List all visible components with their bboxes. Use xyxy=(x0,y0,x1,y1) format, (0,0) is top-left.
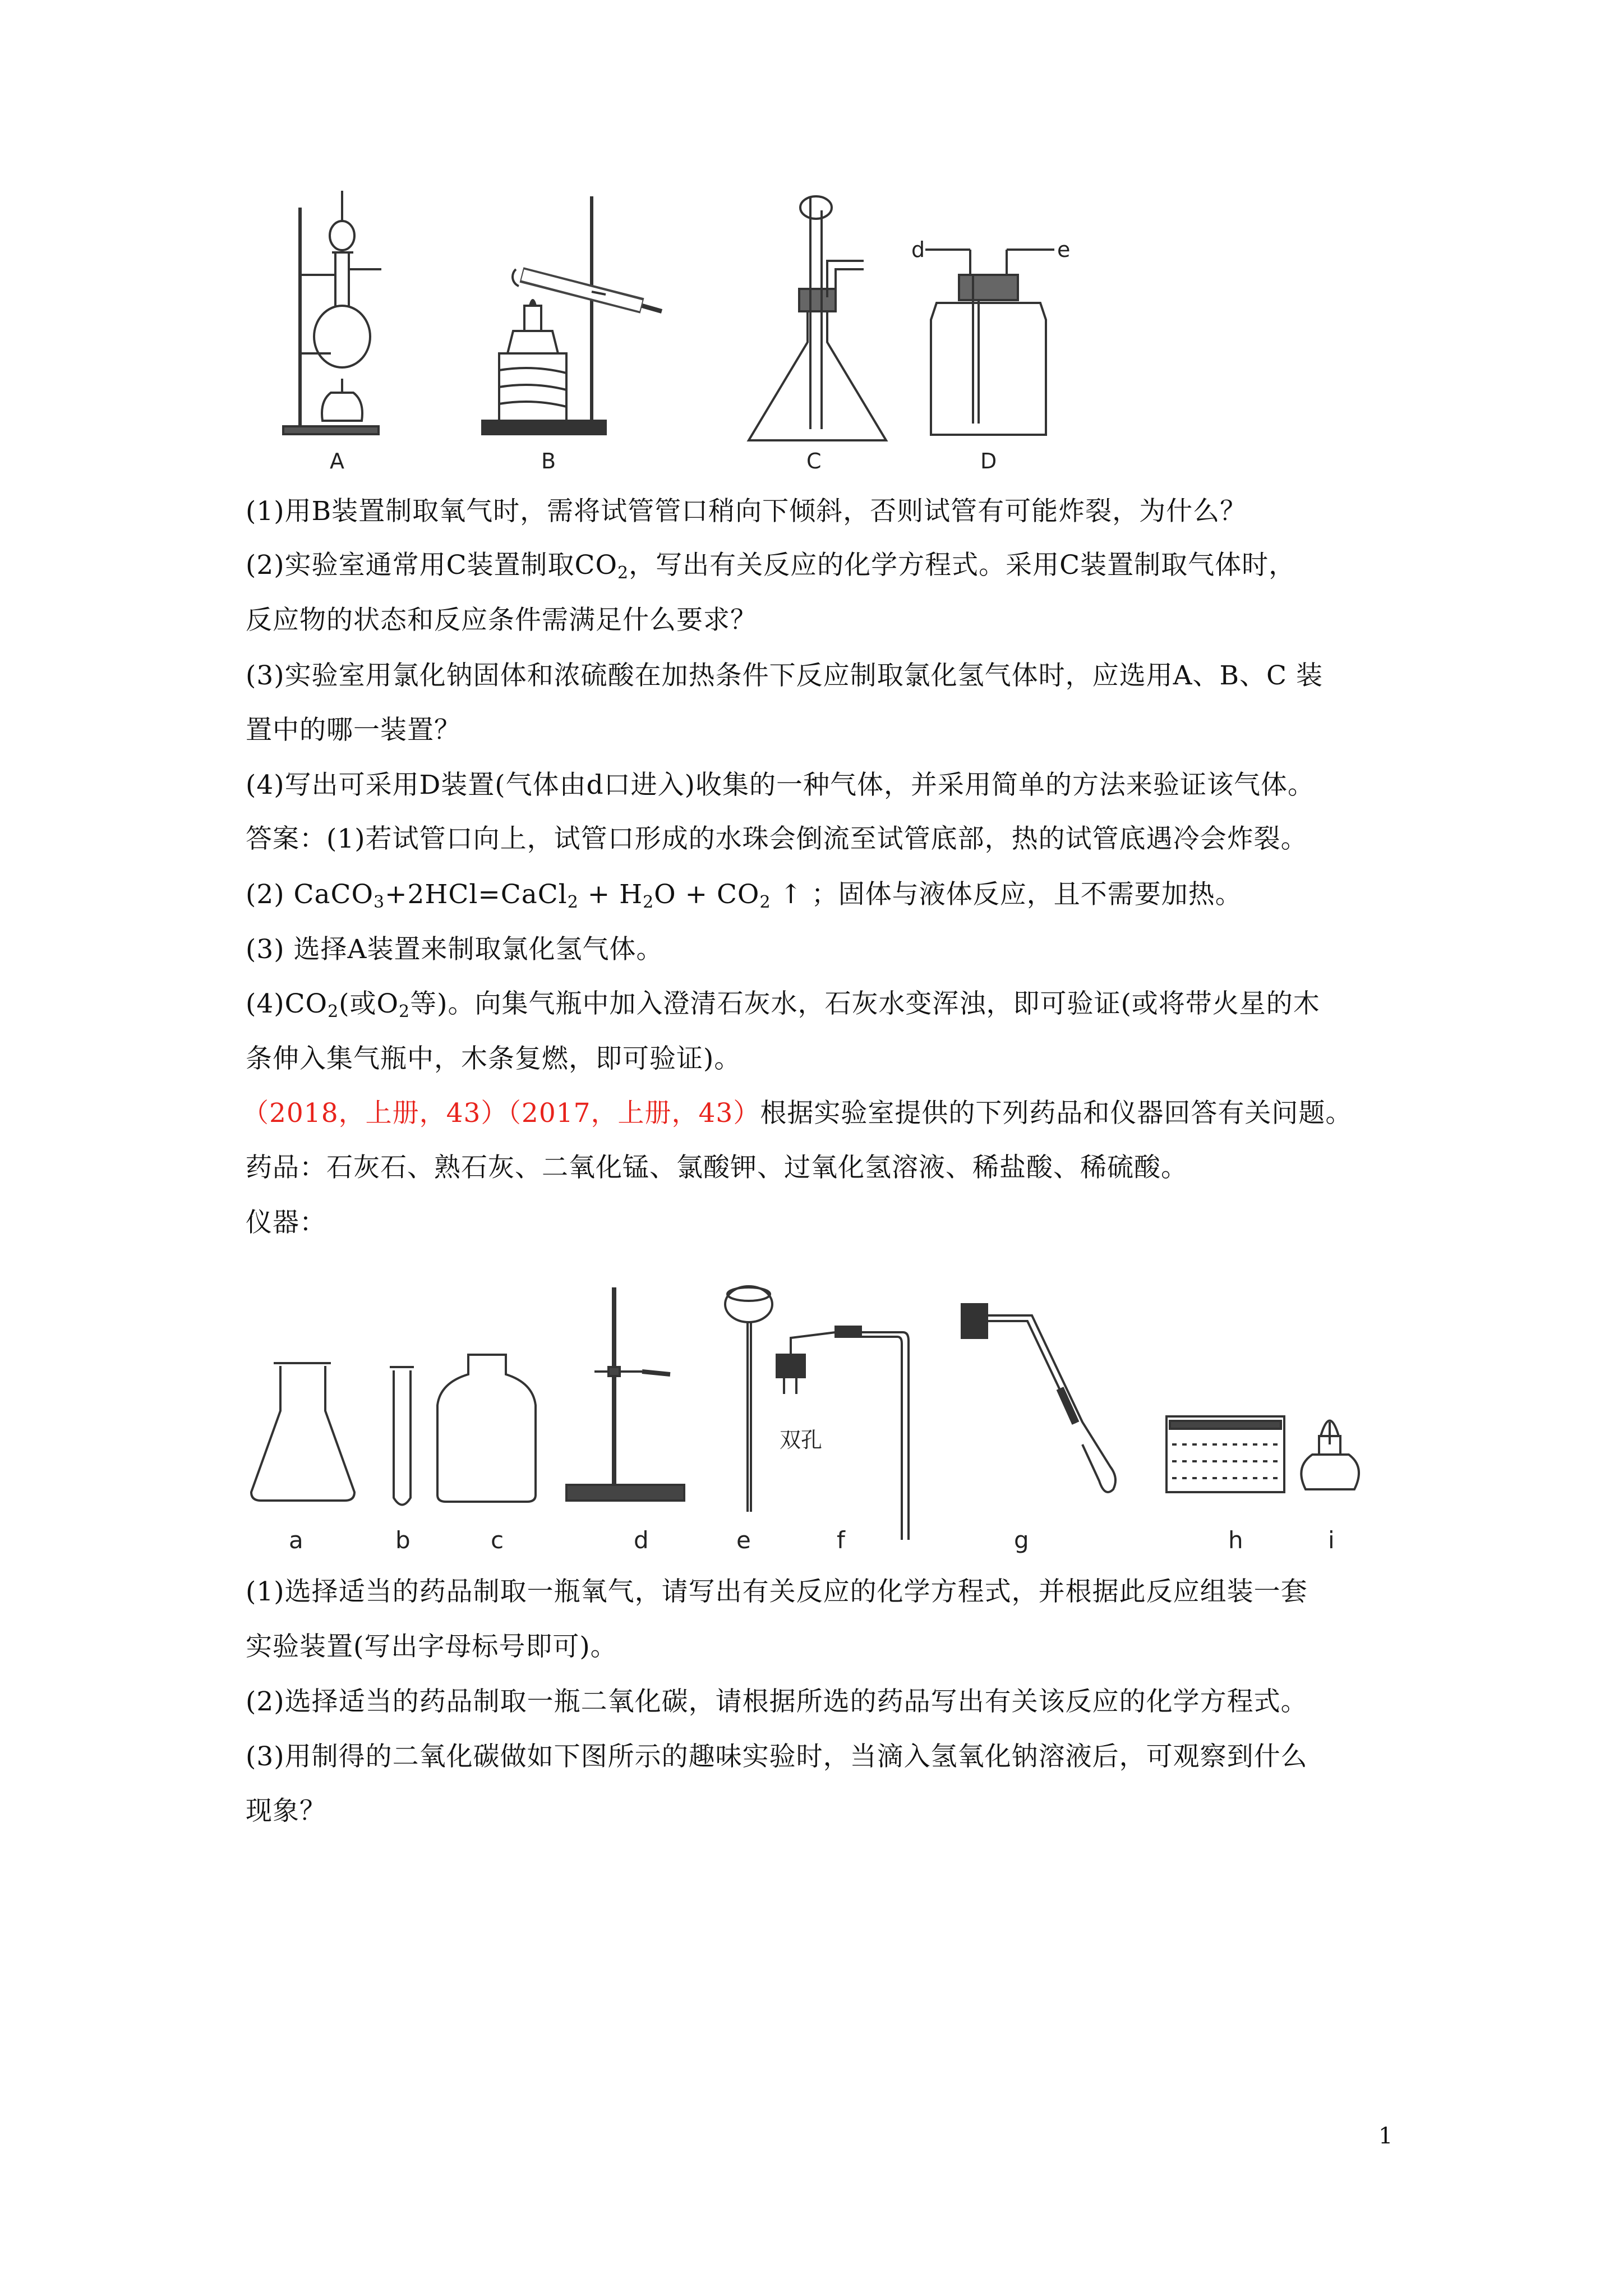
a2-1: 3 xyxy=(374,892,385,912)
a4-2: (或O xyxy=(339,988,399,1019)
question-2-stem-text: 根据实验室提供的下列药品和仪器回答有关问题。 xyxy=(760,1098,1353,1129)
port-label-d: d xyxy=(911,237,925,262)
q1-2b: ，写出有关反应的化学方程式。采用C装置制取气体时， xyxy=(629,550,1296,581)
question-2-part-3: (3)用制得的二氧化碳做如下图所示的趣味实验时，当滴入氢氧化钠溶液后，可观察到什么 xyxy=(246,1741,1308,1772)
question-2-part-3-cont: 现象？ xyxy=(246,1796,326,1826)
answer-3: (3) 选择A装置来制取氯化氢气体。 xyxy=(246,934,663,965)
drug-list: 药品：石灰石、熟石灰、二氧化锰、氯酸钾、过氧化氢溶液、稀盐酸、稀硫酸。 xyxy=(246,1152,1188,1183)
alcohol-lamp-i xyxy=(1301,1421,1359,1490)
a2-3: 2 xyxy=(567,892,579,912)
water-trough-h xyxy=(1166,1416,1284,1492)
question-2-part-1-cont: 实验装置(写出字母标号即可)。 xyxy=(246,1631,617,1662)
label-h: h xyxy=(1228,1526,1243,1554)
question-1-part-3-cont: 置中的哪一装置？ xyxy=(246,715,461,746)
page-number: 1 xyxy=(1378,2123,1393,2149)
a2-0: (2) CaCO xyxy=(246,879,374,910)
a2-4: + H xyxy=(578,879,643,910)
label-b: b xyxy=(395,1526,411,1554)
answer-4 xyxy=(246,987,1320,1021)
apparatus-B xyxy=(482,196,662,434)
test-tube-b xyxy=(390,1367,414,1505)
conical-flask-a xyxy=(251,1363,354,1501)
q1-2a: (2)实验室通常用C装置制取CO xyxy=(246,550,618,581)
a2-8: ↑ ；固体与液体反应，且不需要加热。 xyxy=(771,879,1242,910)
instrument-heading: 仪器： xyxy=(246,1207,326,1238)
label-A: A xyxy=(330,449,344,473)
question-2-stem xyxy=(242,1097,1352,1130)
a4-4: 等)。向集气瓶中加入澄清石灰水，石灰水变浑浊，即可验证(或将带火星的木 xyxy=(410,988,1320,1019)
a4-0: (4)CO xyxy=(246,988,328,1019)
question-2-part-1: (1)选择适当的药品制取一瓶氧气，请写出有关反应的化学方程式，并根据此反应组装一套 xyxy=(246,1576,1308,1607)
apparatus-C xyxy=(749,196,886,440)
label-D: D xyxy=(980,449,997,473)
gas-jar-c xyxy=(437,1355,536,1502)
port-label-e: e xyxy=(1057,237,1071,262)
answer-2 xyxy=(246,878,1242,912)
a4-1: 2 xyxy=(328,1002,339,1022)
question-source: （2018，上册，43）（2017，上册，43） xyxy=(242,1098,760,1129)
apparatus-A xyxy=(283,191,381,434)
apparatus-figure-1 xyxy=(269,185,1166,477)
a2-5: 2 xyxy=(643,892,654,912)
stopper-tube-g xyxy=(962,1304,1115,1492)
apparatus-D xyxy=(925,250,1054,435)
q1-2-sub: 2 xyxy=(617,563,629,583)
question-1-part-2-cont: 反应物的状态和反应条件需满足什么要求？ xyxy=(246,605,757,636)
label-e: e xyxy=(736,1526,751,1554)
question-2-part-2: (2)选择适当的药品制取一瓶二氧化碳，请根据所选的药品写出有关该反应的化学方程式。 xyxy=(246,1686,1308,1717)
label-f: f xyxy=(837,1526,845,1554)
question-1-part-2 xyxy=(246,549,1295,582)
label-i: i xyxy=(1328,1526,1335,1554)
a2-2: +2HCl=CaCl xyxy=(385,879,568,910)
label-g: g xyxy=(1014,1526,1029,1554)
label-C: C xyxy=(806,449,822,473)
label-B: B xyxy=(541,449,556,473)
question-1-part-3: (3)实验室用氯化钠固体和浓硫酸在加热条件下反应制取氯化氢气体时，应选用A、B、C 装 xyxy=(246,660,1323,691)
label-d: d xyxy=(634,1526,649,1554)
two-hole-label: 双孔 xyxy=(780,1428,823,1452)
question-1-part-1: (1)用B装置制取氧气时，需将试管管口稍向下倾斜，否则试管有可能炸裂，为什么？ xyxy=(246,496,1247,527)
label-c: c xyxy=(491,1526,504,1554)
a2-6: O + CO xyxy=(654,879,760,910)
a2-7: 2 xyxy=(759,892,771,912)
funnel-e xyxy=(725,1286,772,1512)
label-a: a xyxy=(289,1526,303,1554)
answer-1: 答案：(1)若试管口向上，试管口形成的水珠会倒流至试管底部，热的试管底遇冷会炸裂。 xyxy=(246,823,1308,854)
iron-stand-d xyxy=(566,1287,684,1501)
apparatus-figure-2 xyxy=(247,1276,1413,1568)
a4-3: 2 xyxy=(399,1002,411,1022)
question-1-part-4: (4)写出可采用D装置(气体由d口进入)收集的一种气体，并采用简单的方法来验证该气体。 xyxy=(246,770,1315,800)
answer-4-cont: 条伸入集气瓶中，木条复燃，即可验证)。 xyxy=(246,1043,741,1074)
